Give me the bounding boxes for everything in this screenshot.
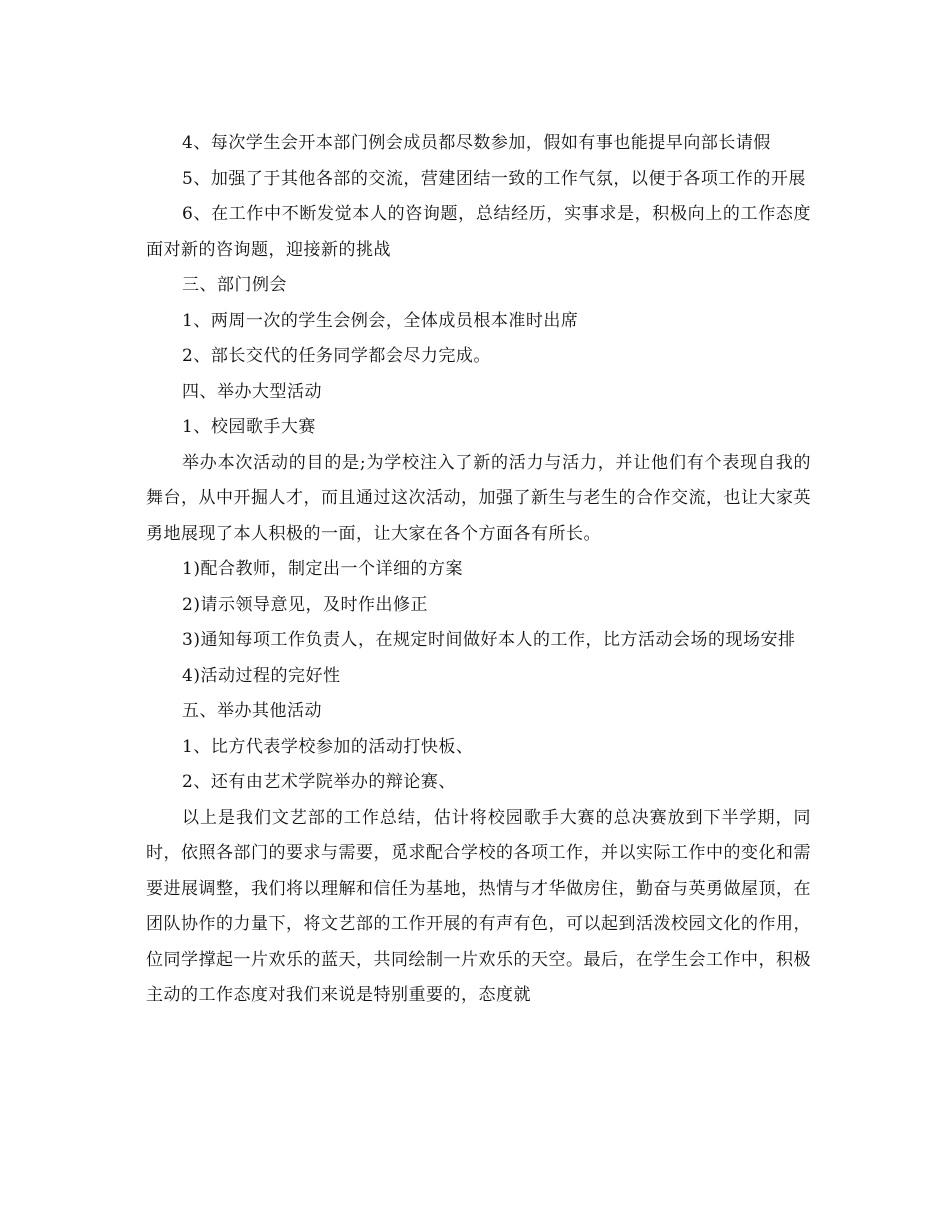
section-heading-major-events: 四、举办大型活动 bbox=[182, 381, 322, 402]
section-heading-meetings: 三、部门例会 bbox=[182, 275, 287, 295]
section-heading-other-events: 五、举办其他活动 bbox=[182, 701, 322, 721]
event-step-4: 4)活动过程的完好性 bbox=[182, 665, 341, 686]
event-item-singer-contest: 1、校园歌手大赛 bbox=[182, 417, 316, 437]
paragraph-item-4: 4、每次学生会开本部门例会成员都尽数参加，假如有事也能提早向部长请假 bbox=[182, 133, 771, 153]
meeting-item-1: 1、两周一次的学生会例会，全体成员根本准时出席 bbox=[182, 310, 579, 331]
event-purpose-paragraph: 举办本次活动的目的是;为学校注入了新的活力与活力，并让他们有个表现自我的舞台，从中开掘人才，而且通过这次活动，加强了新生与老生的合作交流，也让大家英勇地展现了本人积极的一面，让大家在各个方面各有所长。 bbox=[146, 452, 811, 544]
document-body bbox=[146, 126, 811, 1014]
summary-paragraph: 以上是我们文艺部的工作总结，估计将校园歌手大赛的总决赛放到下半学期，同时，依照各部门的要求与需要，觅求配合学校的各项工作，并以实际工作中的变化和需要进展调整，我们将以理解和信任为基地，热情与才华做房住，勤奋与英勇做屋顶，在团队协作的力量下，将文艺部的工作开展的有声有色，可以起到活泼校园文化的作用，位同学撑起一片欢乐的蓝天，共同绘制一片欢乐的天空。最后，在学生会工作中，积极主动的工作态度对我们来说是特别重要的，态度就 bbox=[146, 807, 811, 1005]
other-event-item-1: 1、比方代表学校参加的活动打快板、 bbox=[182, 736, 474, 757]
event-step-2: 2)请示领导意见，及时作出修正 bbox=[182, 594, 428, 615]
event-step-1: 1)配合教师，制定出一个详细的方案 bbox=[182, 559, 463, 579]
meeting-item-2: 2、部长交代的任务同学都会尽力完成。 bbox=[182, 346, 491, 366]
event-step-3: 3)通知每项工作负责人，在规定时间做好本人的工作，比方活动会场的现场安排 bbox=[182, 630, 796, 650]
paragraph-item-5: 5、加强了于其他各部的交流，营建团结一致的工作气氛，以便于各项工作的开展 bbox=[182, 168, 806, 189]
other-event-item-2: 2、还有由艺术学院举办的辩论赛、 bbox=[182, 772, 456, 792]
paragraph-item-6: 6、在工作中不断发觉本人的咨询题，总结经历，实事求是，积极向上的工作态度面对新的咨询题，迎接新的挑战 bbox=[146, 204, 811, 260]
